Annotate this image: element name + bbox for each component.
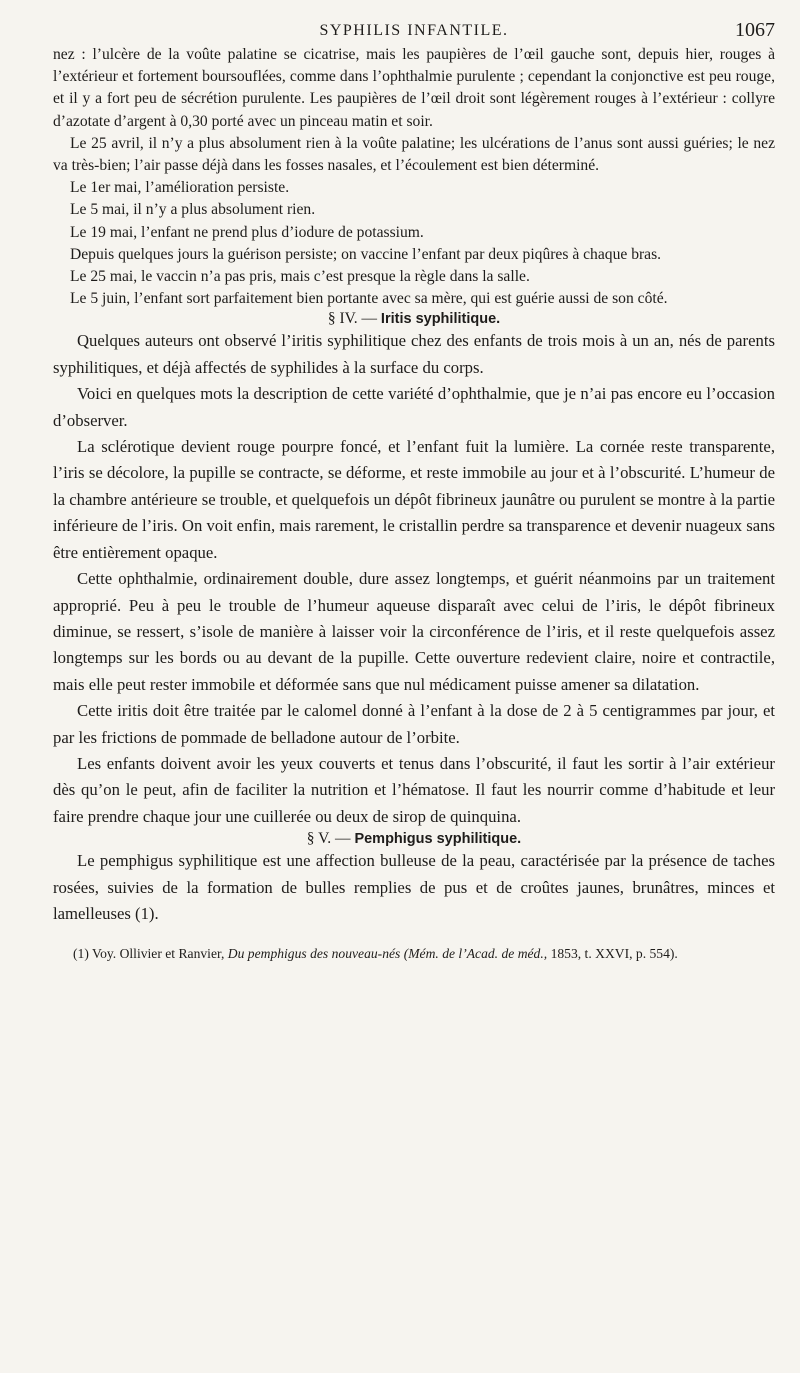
section-iritis-body xyxy=(53,328,775,830)
footnote xyxy=(53,945,775,963)
running-head xyxy=(53,12,775,44)
body-paragraph: Voici en quelques mots la description de cette variété d’ophthalmie, que je n’ai pas encore eu l’occasion d’observer. xyxy=(53,384,775,430)
section-title: Pemphigus syphilitique. xyxy=(354,831,522,848)
observation-paragraph: Le 5 mai, il n’y a plus absolument rien. xyxy=(70,201,316,219)
body-paragraph: Le pemphigus syphilitique est une affection bulleuse de la peau, caractérisée par la présence de taches rosées, suivies de la formation de bulles remplies de pus et de croûtes jaunes, brunâtres, minces et lamelleuses (1). xyxy=(53,851,775,923)
observation-paragraph: Depuis quelques jours la guérison persiste; on vaccine l’enfant par deux piqûres à chaque bras. xyxy=(70,245,662,263)
footnote-mark: (1) xyxy=(73,946,89,962)
footnote-authors: Voy. Ollivier et Ranvier, xyxy=(92,946,225,962)
running-title: SYPHILIS INFANTILE. xyxy=(319,22,509,39)
observation-paragraph: Le 25 mai, le vaccin n’a pas pris, mais c’est presque la règle dans la salle. xyxy=(70,268,530,286)
observation-text xyxy=(53,44,775,310)
observation-paragraph: Le 19 mai, l’enfant ne prend plus d’iodure de potassium. xyxy=(70,223,424,241)
body-paragraph: Quelques auteurs ont observé l’iritis syphilitique chez des enfants de trois mois à un an, nés de parents syphilitiques, et déjà affectés de syphilides à la surface du corps. xyxy=(53,331,775,377)
body-paragraph: La sclérotique devient rouge pourpre foncé, et l’enfant fuit la lumière. La cornée reste transparente, l’iris se décolore, la pupille se contracte, se déforme, et reste immobile au jour et à l’obscurité. L’humeur de la chambre antérieure se trouble, et quelquefois un dépôt fibrineux jaunâtre ou purulent se montre à la partie inférieure de l’iris. On voit enfin, mais rarement, le cristallin perdre sa transparence et devenir nuageux sans être entièrement opaque. xyxy=(53,437,775,562)
section-heading-iritis xyxy=(53,310,775,328)
section-title: Iritis syphilitique. xyxy=(380,311,501,328)
body-paragraph: Les enfants doivent avoir les yeux couverts et tenus dans l’obscurité, il faut les sortir à l’air extérieur dès qu’on le peut, afin de faciliter la nutrition et l’hématose. Il faut les nourrir comme d’habitude et leur faire prendre chaque jour une cuillerée ou deux de sirop de quinquina. xyxy=(53,753,775,826)
footnote-work: Du pemphigus des nouveau-nés (Mém. de l’Acad. de méd., xyxy=(227,946,548,962)
body-paragraph: Cette ophthalmie, ordinairement double, dure assez longtemps, et guérit néanmoins par un traitement approprié. Peu à peu le trouble de l’humeur aqueuse disparaît avec celui de l’iris, le dépôt fibrineux diminue, se ressert, s’isole de manière à laisser voir la circonférence de l’iris, et il reste quelquefois assez longtemps sur les bords ou au devant de la pupille. Cette ouverture redevient claire, noire et contractile, mais elle peut rester immobile et déformée sans que nul médicament puisse amener sa dilatation. xyxy=(53,569,775,694)
book-page xyxy=(53,12,775,963)
section-number: § IV. — xyxy=(327,310,378,328)
observation-paragraph: nez : l’ulcère de la voûte palatine se cicatrise, mais les paupières de l’œil gauche sont, depuis hier, rouges à l’extérieur et fortement boursouflées, comme dans l’ophthalmie purulente ; cependant la conjonctive est peu rouge, et il y a fort peu de sécrétion purulente. Les paupières de l’œil droit sont légèrement rouges à l’extérieur : collyre d’azotate d’argent à 0,30 porté avec un pinceau matin et soir. xyxy=(53,46,775,130)
section-number: § V. — xyxy=(306,830,351,848)
observation-paragraph: Le 1er mai, l’amélioration persiste. xyxy=(70,179,290,197)
observation-paragraph: Le 25 avril, il n’y a plus absolument rien à la voûte palatine; les ulcérations de l’anus sont aussi guéries; le nez va très-bien; l’air passe déjà dans les fosses nasales, et l’écoulement est bien déterminé. xyxy=(53,134,775,175)
body-paragraph: Cette iritis doit être traitée par le calomel donné à l’enfant à la dose de 2 à 5 centigrammes par jour, et par les frictions de pommade de belladone autour de l’orbite. xyxy=(53,701,775,747)
section-pemphigus-body xyxy=(53,848,775,927)
footnote-reference: 1853, t. XXVI, p. 554). xyxy=(550,946,678,962)
page-number: 1067 xyxy=(735,19,775,41)
section-heading-pemphigus xyxy=(53,830,775,848)
observation-paragraph: Le 5 juin, l’enfant sort parfaitement bien portante avec sa mère, qui est guérie aussi de son côté. xyxy=(70,290,668,308)
